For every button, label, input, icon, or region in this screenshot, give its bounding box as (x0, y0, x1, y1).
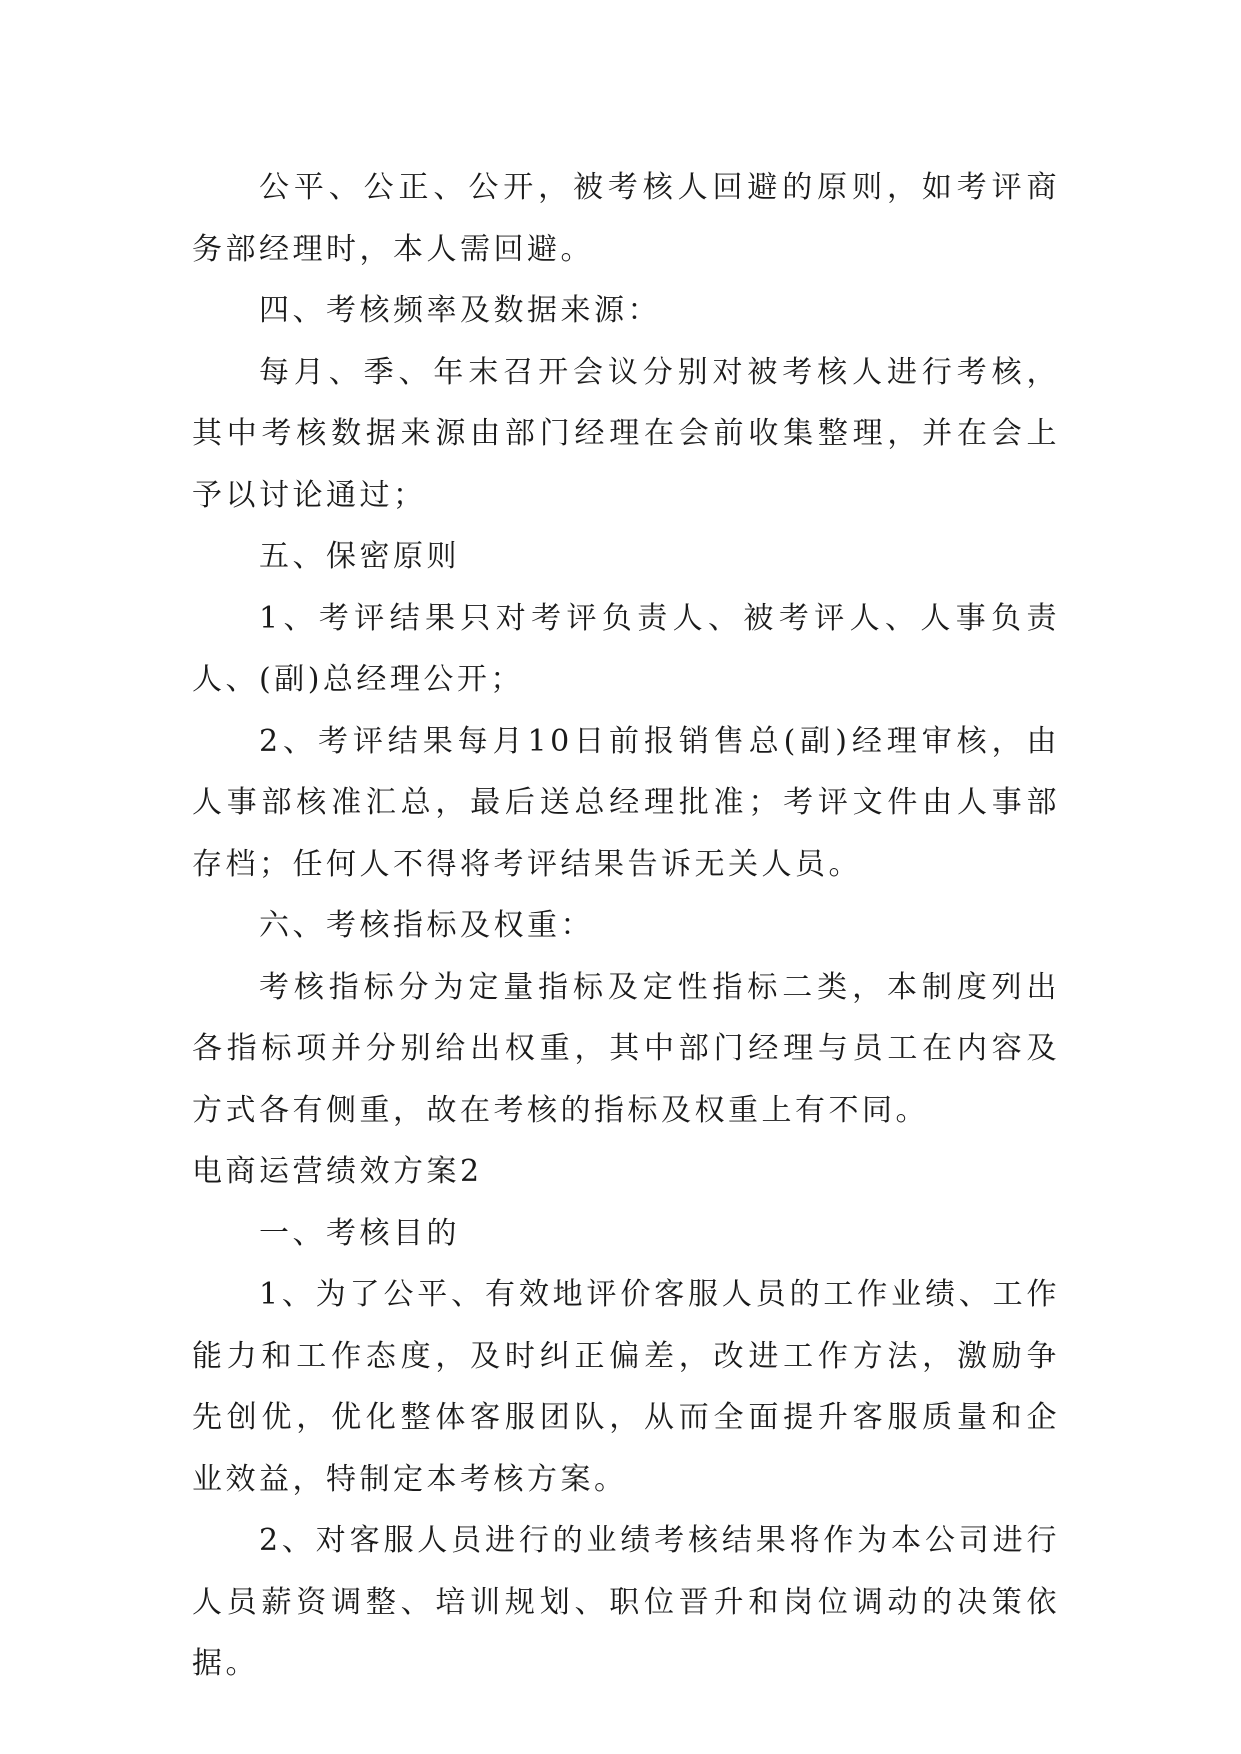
heading-indicators-weights: 六、考核指标及权重： (259, 908, 594, 943)
section-title-plan-2: 电商运营绩效方案2 (192, 1154, 483, 1189)
heading-frequency-data-source: 四、考核频率及数据来源： (259, 293, 661, 328)
paragraph-recusal-principle: 公平、公正、公开，被考核人回避的原则，如考评商务部经理时，本人需回避。 (192, 170, 1060, 267)
paragraph-frequency-data-source: 每月、季、年末召开会议分别对被考核人进行考核，其中考核数据来源由部门经理在会前收集整理，并在会上予以讨论通过； (192, 354, 1060, 513)
paragraph-indicators-weights: 考核指标分为定量指标及定性指标二类，本制度列出各指标项并分别给出权重，其中部门经理与员工在内容及方式各有侧重，故在考核的指标及权重上有不同。 (192, 969, 1060, 1128)
document-body (192, 157, 1060, 1695)
paragraph-purpose-2: 2、对客服人员进行的业绩考核结果将作为本公司进行人员薪资调整、培训规划、职位晋升和岗位调动的决策依据。 (192, 1523, 1060, 1681)
heading-confidentiality: 五、保密原则 (259, 539, 460, 574)
paragraph-confidentiality-2: 2、考评结果每月10日前报销售总(副)经理审核，由人事部核准汇总，最后送总经理批准；考评文件由人事部存档；任何人不得将考评结果告诉无关人员。 (192, 723, 1060, 882)
paragraph-confidentiality-1: 1、考评结果只对考评负责人、被考评人、人事负责人、(副)总经理公开； (192, 600, 1060, 697)
paragraph-purpose-1: 1、为了公平、有效地评价客服人员的工作业绩、工作能力和工作态度，及时纠正偏差，改进工作方法，激励争先创优，优化整体客服团队，从而全面提升客服质量和企业效益，特制定本考核方案。 (192, 1277, 1060, 1497)
heading-assessment-purpose: 一、考核目的 (259, 1215, 460, 1251)
